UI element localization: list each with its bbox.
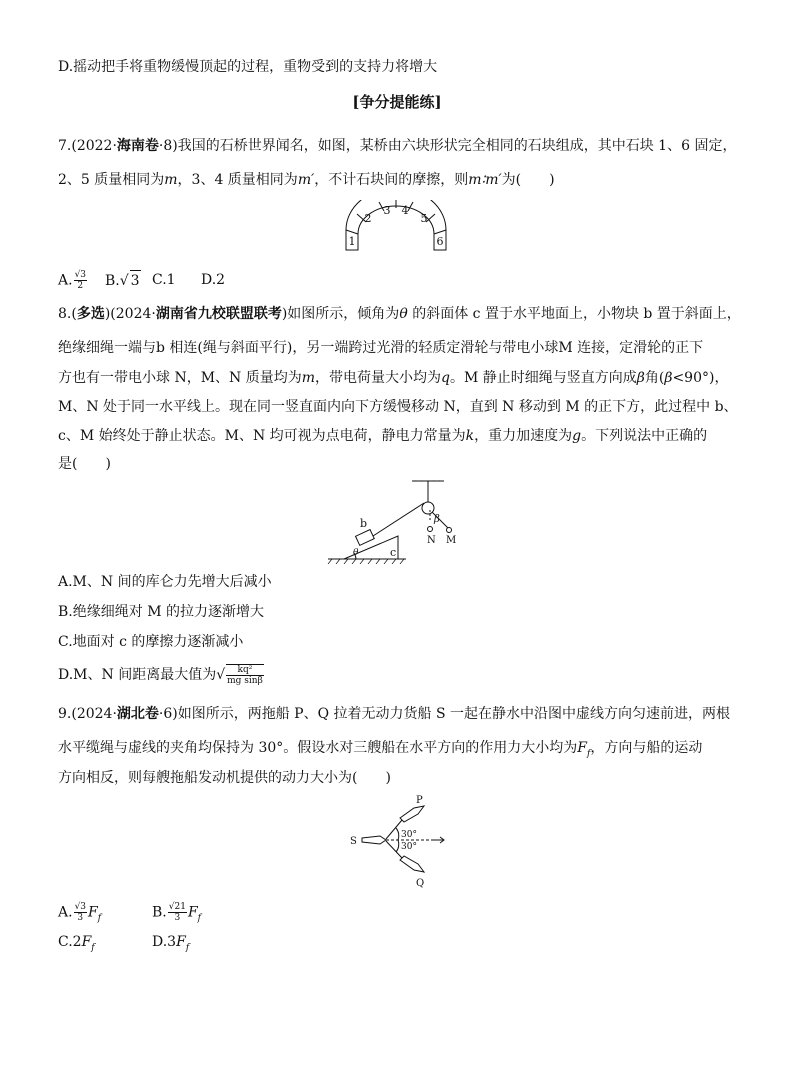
q9-source: 湖北卷 xyxy=(116,706,159,722)
q7-option-b: B.√ 3 xyxy=(105,270,141,291)
q7-line1: 7.(2022·海南卷·8)我国的石桥世界闻名，如图，某桥由六块形状完全相同的石块组成，其中石块 1、6 固定， xyxy=(58,138,737,154)
q9-option-c: $C.2F_f$ xyxy=(58,934,95,953)
q9-tugboat-figure xyxy=(344,794,454,890)
q9-option-a: A. $\frac{√3}{3}$ $F_f$ xyxy=(58,902,102,924)
q8-label-theta: θ xyxy=(353,548,359,558)
q8-label-M: M xyxy=(446,535,457,546)
q9-label-S: S xyxy=(350,836,357,847)
q8-line4: M、N 处于同一水平线上。现在同一竖直面内向下方缓慢移动 N，直到 N 移动到 M 的正下方，此过程中 b、 xyxy=(58,399,738,415)
q7-block-2: 2 xyxy=(364,212,372,225)
q8-multi-tag: 多选 xyxy=(76,306,105,322)
q8-option-a: A.M、N 间的库仑力先增大后减小 xyxy=(58,574,272,590)
q8-option-c: C.地面对 c 的摩擦力逐渐减小 xyxy=(58,634,244,650)
q9-line2: 水平缆绳与虚线的夹角均保持为 30°。假设水对三艘船在水平方向的作用力大小均为$F_f$，方向与船的运动 xyxy=(58,740,703,759)
section-title: [争分提能练] xyxy=(352,93,442,111)
q7-block-1: 1 xyxy=(348,235,356,248)
q7-block-5: 5 xyxy=(420,212,428,225)
q7-block-4: 4 xyxy=(401,204,409,217)
q8-label-c: c xyxy=(390,546,397,559)
q7-option-c: C.1 xyxy=(152,272,176,288)
q8-line1: 8.(多选)(2024·湖南省九校联盟联考)如图所示，倾角为θ 的斜面体 c 置于水平地面上，小物块 b 置于斜面上， xyxy=(58,306,741,322)
q9-angle-lower: 30° xyxy=(401,842,417,852)
q8-incline-pulley-figure xyxy=(326,480,476,564)
q8-option-d: D.M、N 间距离最大值为√ $\frac{\text{kq²}}{\text{mg sinβ}}$ xyxy=(58,665,263,686)
q7-option-d: D.2 xyxy=(201,272,226,288)
q8-source: 湖南省九校联盟联考 xyxy=(155,306,282,322)
q8-line6: 是( ) xyxy=(58,456,111,472)
q8-label-b: b xyxy=(360,517,368,530)
q8-option-b: B.绝缘细绳对 M 的拉力逐渐增大 xyxy=(58,604,264,620)
q6-option-d: D.摇动把手将重物缓慢顶起的过程，重物受到的支持力将增大 xyxy=(58,59,438,75)
q7-arch-bridge-figure xyxy=(340,200,452,252)
q7-line2: 2、5 质量相同为m，3、4 质量相同为m′，不计石块间的摩擦，则m∶m′为( ) xyxy=(58,172,555,188)
q9-line3: 方向相反，则每艘拖船发动机提供的动力大小为( ) xyxy=(58,770,391,786)
q7-block-3: 3 xyxy=(383,204,391,217)
q7-option-a: A. $\frac{√3}{2}$ xyxy=(58,270,87,291)
q9-label-P: P xyxy=(416,795,423,806)
q9-option-b: B. $\frac{√21}{3}$ $F_f$ xyxy=(152,902,201,924)
q9-label-Q: Q xyxy=(416,878,425,889)
q7-source: 海南卷 xyxy=(116,138,159,154)
q8-line2: 绝缘细绳一端与b 相连(绳与斜面平行)，另一端跨过光滑的轻质定滑轮与带电小球M 连接，定滑轮的正下 xyxy=(58,340,704,356)
q8-label-beta: β xyxy=(434,514,440,525)
q8-label-N: N xyxy=(427,535,436,546)
q8-line5: c、M 始终处于静止状态。M、N 均可视为点电荷，静电力常量为k，重力加速度为g。下列说法中正确的 xyxy=(58,428,708,444)
q9-option-d: $D.3F_f$ xyxy=(152,934,190,953)
q7-block-6: 6 xyxy=(436,235,444,248)
q9-line1: 9.(2024·湖北卷·6)如图所示，两拖船 P、Q 拉着无动力货船 S 一起在静水中沿图中虚线方向匀速前进，两根 xyxy=(58,706,731,722)
q8-line3: 方也有一带电小球 N，M、N 质量均为m，带电荷量大小均为q。M 静止时细绳与竖直方向成β角(β<90°)， xyxy=(58,370,729,386)
q9-angle-upper: 30° xyxy=(401,830,417,840)
